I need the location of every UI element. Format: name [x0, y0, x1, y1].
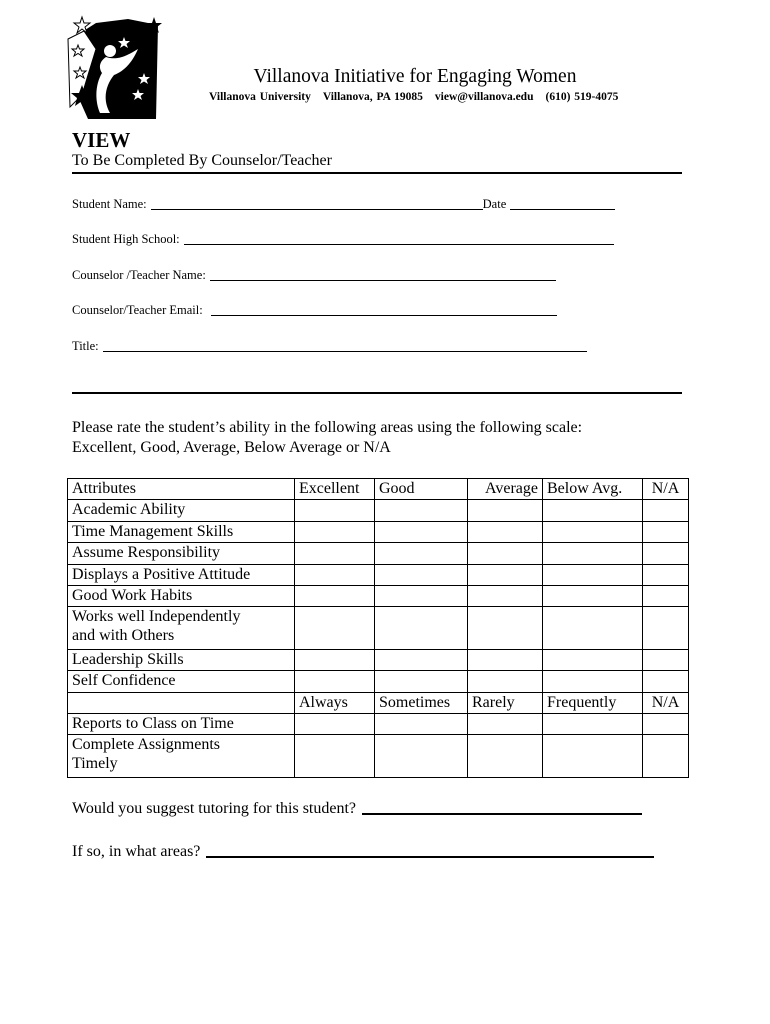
org-contact-line [209, 91, 630, 103]
tutoring-question-row [72, 800, 642, 818]
rating-cell[interactable] [295, 585, 375, 606]
rating-table [67, 478, 689, 778]
header-always: Always [295, 692, 375, 713]
header-na-2: N/A [643, 692, 689, 713]
high-school-label: Student High School: [72, 232, 180, 246]
university-location: Villanova, PA 19085 [322, 91, 423, 103]
rating-cell[interactable] [375, 500, 468, 521]
rating-cell[interactable] [543, 671, 643, 692]
attribute-label-line-1: Works well Independently [72, 608, 241, 626]
rating-cell[interactable] [295, 607, 375, 650]
counselor-name-row [72, 268, 556, 283]
attribute-label-line-2: and with Others [72, 627, 175, 645]
rating-cell[interactable] [543, 649, 643, 670]
header-good: Good [375, 479, 468, 500]
header-excellent: Excellent [295, 479, 375, 500]
instructions-line-1: Please rate the student’s ability in the following areas using the following scale: [72, 419, 583, 436]
areas-question: If so, in what areas? [72, 843, 201, 860]
date-input[interactable] [510, 208, 615, 210]
rating-cell[interactable] [543, 564, 643, 585]
table-row [68, 649, 689, 670]
rating-cell[interactable] [468, 607, 543, 650]
rating-cell[interactable] [295, 564, 375, 585]
rating-cell[interactable] [468, 714, 543, 735]
program-title: VIEW [72, 128, 131, 152]
rating-cell[interactable] [375, 671, 468, 692]
rating-cell[interactable] [643, 543, 689, 564]
rating-cell[interactable] [468, 585, 543, 606]
rating-cell[interactable] [643, 585, 689, 606]
rating-cell[interactable] [295, 649, 375, 670]
attribute-label: Good Work Habits [68, 585, 295, 606]
attribute-label: Self Confidence [68, 671, 295, 692]
form-subtitle: To Be Completed By Counselor/Teacher [72, 152, 332, 169]
rating-cell[interactable] [295, 500, 375, 521]
rating-header-row [68, 479, 689, 500]
rating-cell[interactable] [468, 500, 543, 521]
date-label: Date [482, 197, 507, 211]
attribute-label: Time Management Skills [68, 521, 295, 542]
student-name-input[interactable] [151, 208, 483, 210]
table-row [68, 500, 689, 521]
rating-cell[interactable] [375, 607, 468, 650]
rating-cell[interactable] [643, 500, 689, 521]
section-rule [72, 392, 682, 394]
header-rarely: Rarely [468, 692, 543, 713]
title-label: Title: [72, 339, 99, 353]
rating-cell[interactable] [543, 735, 643, 778]
rating-cell[interactable] [543, 500, 643, 521]
header-sometimes: Sometimes [375, 692, 468, 713]
rating-cell[interactable] [468, 671, 543, 692]
rating-cell[interactable] [375, 543, 468, 564]
rating-instructions [72, 418, 692, 458]
rating-cell[interactable] [295, 671, 375, 692]
table-row [68, 585, 689, 606]
rating-cell[interactable] [543, 543, 643, 564]
rating-cell[interactable] [468, 649, 543, 670]
attribute-label: Academic Ability [68, 500, 295, 521]
behavior-label-line-1: Complete Assignments [72, 736, 220, 754]
header-frequently: Frequently [543, 692, 643, 713]
student-name-label: Student Name: [72, 197, 147, 211]
tutoring-answer-input[interactable] [362, 812, 642, 815]
counselor-name-label: Counselor /Teacher Name: [72, 268, 206, 282]
rating-cell[interactable] [375, 521, 468, 542]
attribute-label: Assume Responsibility [68, 543, 295, 564]
table-row [68, 564, 689, 585]
counselor-email-input[interactable] [211, 314, 557, 316]
rating-cell[interactable] [468, 735, 543, 778]
behavior-label-line-2: Timely [72, 755, 118, 773]
frequency-header-row [68, 692, 689, 713]
title-row [72, 339, 587, 354]
high-school-input[interactable] [184, 243, 614, 245]
instructions-line-2: Excellent, Good, Average, Below Average or N/A [72, 439, 391, 456]
header-na: N/A [643, 479, 689, 500]
rating-cell[interactable] [468, 543, 543, 564]
rating-cell[interactable] [643, 649, 689, 670]
frequency-header-blank [68, 692, 295, 713]
counselor-name-input[interactable] [210, 279, 556, 281]
rating-cell[interactable] [643, 735, 689, 778]
attribute-label: Leadership Skills [68, 649, 295, 670]
rating-cell[interactable] [375, 649, 468, 670]
rating-cell[interactable] [468, 564, 543, 585]
rating-cell[interactable] [468, 521, 543, 542]
rating-cell[interactable] [295, 735, 375, 778]
student-name-row [72, 197, 615, 212]
table-row [68, 671, 689, 692]
tutoring-question: Would you suggest tutoring for this student? [72, 800, 357, 817]
rating-cell[interactable] [295, 521, 375, 542]
table-row [68, 735, 689, 778]
table-row [68, 521, 689, 542]
rating-cell[interactable] [643, 671, 689, 692]
rating-cell[interactable] [543, 521, 643, 542]
rating-cell[interactable] [643, 564, 689, 585]
rating-cell[interactable] [543, 585, 643, 606]
table-row [68, 714, 689, 735]
contact-phone: (610) 519-4075 [545, 91, 619, 103]
rating-cell[interactable] [543, 714, 643, 735]
counselor-email-label: Counselor/Teacher Email: [72, 303, 203, 317]
rating-cell[interactable] [375, 585, 468, 606]
rating-cell[interactable] [643, 607, 689, 650]
rating-cell[interactable] [375, 564, 468, 585]
rating-cell[interactable] [643, 521, 689, 542]
high-school-row [72, 232, 614, 247]
table-row [68, 543, 689, 564]
attribute-label: Displays a Positive Attitude [68, 564, 295, 585]
areas-question-row [72, 843, 654, 861]
header-average: Average [468, 479, 543, 500]
rating-cell[interactable] [295, 543, 375, 564]
header-below-avg: Below Avg. [543, 479, 643, 500]
areas-answer-input[interactable] [206, 855, 654, 858]
counselor-email-row [72, 303, 557, 318]
rating-cell[interactable] [375, 714, 468, 735]
behavior-label [68, 735, 295, 778]
header-rule [72, 172, 682, 174]
title-input[interactable] [103, 350, 587, 352]
rating-cell[interactable] [543, 607, 643, 650]
rating-cell[interactable] [295, 714, 375, 735]
contact-email: view@villanova.edu [434, 91, 534, 103]
table-row [68, 607, 689, 650]
header-attributes: Attributes [68, 479, 295, 500]
rating-cell[interactable] [375, 735, 468, 778]
org-title: Villanova Initiative for Engaging Women [253, 66, 577, 87]
attribute-label [68, 607, 295, 650]
rating-cell[interactable] [643, 714, 689, 735]
behavior-label: Reports to Class on Time [68, 714, 295, 735]
university-name: Villanova University [209, 91, 311, 103]
